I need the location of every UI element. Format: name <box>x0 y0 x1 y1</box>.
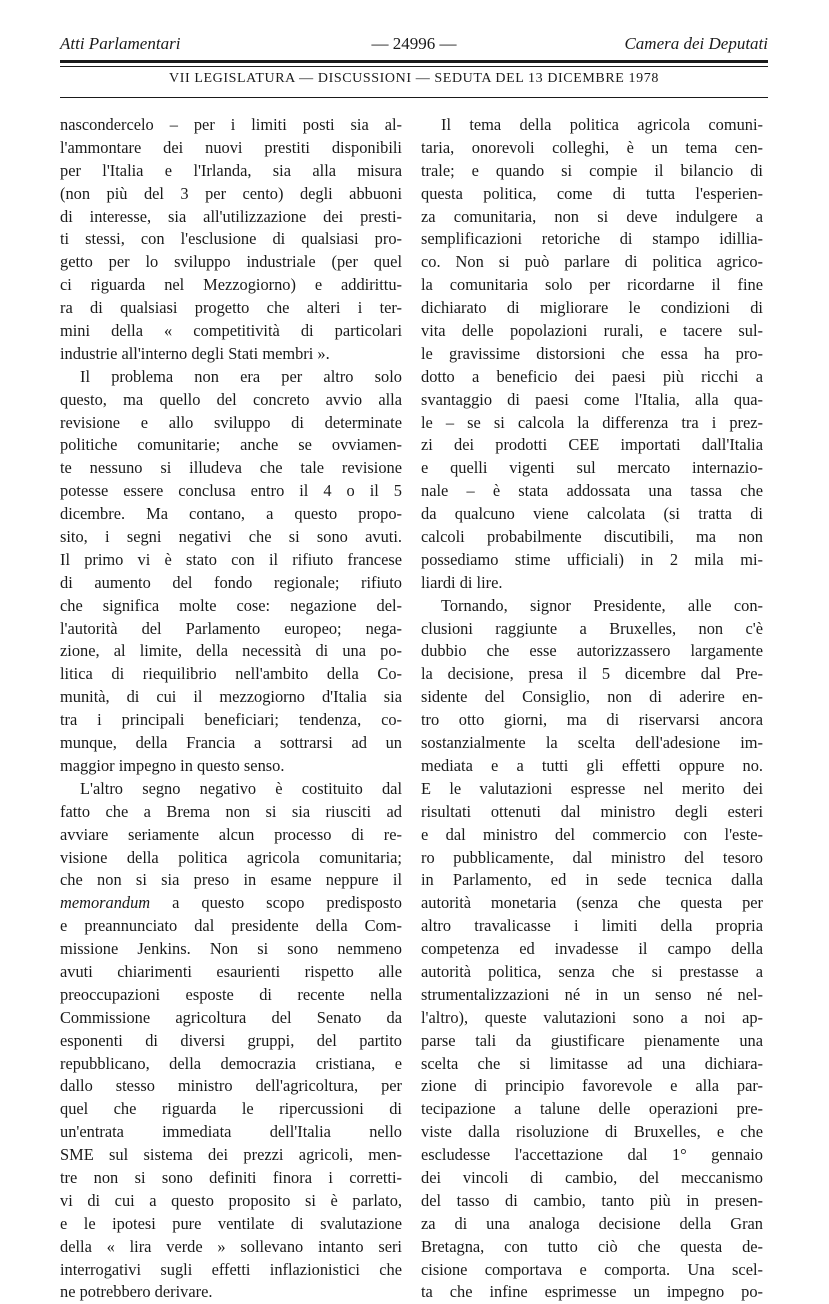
text-line: l'autorità del Parlamento europeo; nega- <box>60 618 402 638</box>
text-line: scelta che si limitasse ad una dichiara- <box>421 1053 763 1073</box>
text-line: nascondercelo – per i limiti posti sia al- <box>60 115 402 134</box>
text-line: munità, di cui il mezzogiorno d'Italia sia <box>60 687 402 707</box>
text-line: interrogativi sugli effetti inflazionistici che <box>60 1259 402 1279</box>
text-line: che significa molte cose: negazione del- <box>60 595 402 615</box>
text-line: svantaggio di paesi come l'Italia, alla qua- <box>421 389 763 409</box>
session-subtitle: VII LEGISLATURA — DISCUSSIONI — SEDUTA DEL 13 DICEMBRE 1978 <box>169 71 659 86</box>
text-line: calcoli probabilmente discutibili, ma non <box>421 527 763 547</box>
left-column <box>60 114 402 1304</box>
text-line: dallo stesso ministro dell'agricoltura, per <box>60 1076 402 1096</box>
text-line: L'altro segno negativo è costituito dal <box>80 778 402 798</box>
text-line: Il tema della politica agricola comuni- <box>441 115 763 134</box>
text-line: quel che riguarda le ripercussioni di <box>60 1099 402 1119</box>
text-line: getto per lo sviluppo industriale (per quel <box>60 252 402 272</box>
text-line: dei vincoli di cambio, del meccanismo <box>421 1167 763 1187</box>
text-line: tra i principali beneficiari; tendenza, co- <box>60 710 402 730</box>
text-line: E le valutazioni espresse nel merito dei <box>421 778 763 798</box>
text-line: possediamo stime ufficiali) in 2 mila mi- <box>421 549 763 569</box>
text-line: risultati ottenuti dal ministro degli esteri <box>421 801 763 821</box>
text-line: l'altro), queste valutazioni sono a noi ap- <box>421 1007 763 1027</box>
text-line: ta che infine esprimesse un impegno po- <box>421 1282 763 1302</box>
right-column <box>421 114 763 1304</box>
text-line: e le ipotesi pure ventilate di svalutazione <box>60 1213 402 1233</box>
text-line: sostanzialmente la scelta dell'adesione im- <box>421 733 763 753</box>
text-line: autorità monetaria (senza che questa per <box>421 893 763 913</box>
text-line: visione della politica agricola comunitaria; <box>60 847 402 867</box>
text-line: (non più del 3 per cento) degli abbuoni <box>60 183 402 203</box>
text-line: da qualcuno viene calcolata (si tratta di <box>421 504 763 524</box>
text-line: sidente del Consiglio, non di aderire en- <box>421 687 763 707</box>
text-line: repubblicano, della democrazia cristiana, e <box>60 1053 402 1073</box>
text-line-mixed <box>60 892 402 915</box>
text-line: tre non si sono definiti finora i corretti- <box>60 1167 402 1187</box>
text-fragment: a questo scopo predisposto <box>172 893 402 913</box>
text-line: della « lira verde » sollevano intanto seri <box>60 1236 402 1256</box>
text-line: fatto che a Brema non si sia riusciti ad <box>60 801 402 821</box>
text-line: semplificazioni retoriche di stampo idillia- <box>421 229 763 249</box>
text-line: Bretagna, con tutto ciò che questa de- <box>421 1236 763 1256</box>
text-line: za di una analoga decisione della Gran <box>421 1213 763 1233</box>
text-line: politiche comunitarie; anche se ovviamen- <box>60 435 402 455</box>
text-line: strumentalizzazioni né in un senso né nel- <box>421 984 763 1004</box>
text-line: nale – è stata addossata una tassa che <box>421 481 763 501</box>
text-line: di interesse, sia all'utilizzazione dei presti- <box>60 206 402 226</box>
text-line: altro travalicasse i limiti della propria <box>421 916 763 936</box>
text-line: vita delle popolazioni rurali, e tacere sul- <box>421 321 763 341</box>
text-line: munque, della Francia a sottrarsi ad un <box>60 733 402 753</box>
text-line: dotto a beneficio dei paesi più ricchi a <box>421 366 763 386</box>
text-line: avuti chiarimenti esaurienti rispetto alle <box>60 961 402 981</box>
text-line: revisione e allo sviluppo di determinate <box>60 412 402 432</box>
text-line: ro pubblicamente, dal ministro del tesoro <box>421 847 763 867</box>
text-line: esponenti di diversi gruppi, del partito <box>60 1030 402 1050</box>
text-line: di aumento del fondo regionale; rifiuto <box>60 572 402 592</box>
text-line: per l'Italia e l'Irlanda, sia alla misura <box>60 160 402 180</box>
text-line: e quelli vigenti sul mercato internazio- <box>421 458 763 478</box>
text-line: potesse essere conclusa entro il 4 o il 5 <box>60 481 402 501</box>
running-header <box>60 34 768 60</box>
header-rule-thick <box>60 60 768 63</box>
text-line: questo, ma quello del concreto avvio alla <box>60 389 402 409</box>
text-line: zione, al limite, della necessità di una po- <box>60 641 402 661</box>
text-line: tecipazione a talune delle operazioni pre- <box>421 1099 763 1119</box>
text-line: la comunitaria solo per ricordarne il fine <box>421 275 763 295</box>
subtitle-rule <box>60 97 768 98</box>
text-line: le – se si calcola la differenza tra i prez- <box>421 412 763 432</box>
text-line: mini della « competitività di particolari <box>60 321 402 341</box>
text-line: sito, i segni negativi che si sono avuti. <box>60 527 402 547</box>
text-line: ti stessi, con l'esclusione di qualsiasi pro- <box>60 229 402 249</box>
text-line: missione Jenkins. Non si sono nemmeno <box>60 939 402 959</box>
text-line: maggior impegno in questo senso. <box>60 755 285 775</box>
text-line: la decisione, presa il 5 dicembre dal Pre- <box>421 664 763 684</box>
text-line: industrie all'interno degli Stati membri ». <box>60 343 330 363</box>
text-line: dichiarato di migliorare le condizioni di <box>421 298 763 318</box>
text-line: preoccupazioni esposte di recente nella <box>60 984 402 1004</box>
text-line: litica di riequilibrio nell'ambito della Co- <box>60 664 402 684</box>
memorandum-italic: memorandum <box>60 893 151 913</box>
text-line: in Parlamento, ed in sede tecnica dalla <box>421 870 763 890</box>
text-line: competenza ed invadesse il campo della <box>421 939 763 959</box>
text-line: l'ammontare dei nuovi prestiti disponibili <box>60 137 402 157</box>
text-line: ci riguarda nel Mezzogiorno) e addirittu- <box>60 275 402 295</box>
text-line: del tasso di cambio, tanto più in presen- <box>421 1190 763 1210</box>
text-line: che non si sia preso in esame neppure il <box>60 870 402 890</box>
text-line: tro otto giorni, ma di riservarsi ancora <box>421 710 763 730</box>
text-line: trale; e quando si compie il bilancio di <box>421 160 763 180</box>
text-line: cisione comportava e comporta. Una scel- <box>421 1259 763 1279</box>
text-line: taria, onorevoli colleghi, è un tema cen- <box>421 137 763 157</box>
text-line: ra di qualsiasi progetto che alteri i ter- <box>60 298 402 318</box>
text-line: zione di principio favorevole e alla par- <box>421 1076 763 1096</box>
text-line: questa politica, come di tutta l'esperien- <box>421 183 763 203</box>
page-number: — 24996 — <box>371 34 457 53</box>
text-line: Il primo vi è stato con il rifiuto francese <box>60 549 402 569</box>
text-line: e preannunciato dal presidente della Com- <box>60 916 402 936</box>
text-line: liardi di lire. <box>421 572 503 592</box>
header-rule-thin <box>60 66 768 67</box>
text-line: clusioni raggiunte a Bruxelles, non c'è <box>421 618 763 638</box>
text-line: Tornando, signor Presidente, alle con- <box>441 595 763 615</box>
text-line: vi di cui a questo proposito si è parlato, <box>60 1190 402 1210</box>
text-line: Il problema non era per altro solo <box>80 366 402 386</box>
chamber-name: Camera dei Deputati <box>624 34 768 53</box>
text-line: Commissione agricoltura del Senato da <box>60 1007 402 1027</box>
text-line: parse tali da giustificare pienamente una <box>421 1030 763 1050</box>
text-line: mediata e a tutti gli effetti oppure no. <box>421 755 763 775</box>
text-line: un'entrata immediata dell'Italia nello <box>60 1122 402 1142</box>
text-line: co. Non si può parlare di politica agrico- <box>421 252 763 272</box>
text-line: te nessuno si illudeva che tale revisione <box>60 458 402 478</box>
text-line: escludesse l'accettazione dal 1° gennaio <box>421 1145 763 1165</box>
text-line: le gravissime distorsioni che essa ha pro- <box>421 343 763 363</box>
text-line: dubbio che esse autorizzassero largamente <box>421 641 763 661</box>
text-line: zi dei prodotti CEE importati dall'Italia <box>421 435 763 455</box>
text-line: SME sul sistema dei prezzi agricoli, men- <box>60 1145 402 1165</box>
text-line: dicembre. Ma contano, a questo propo- <box>60 504 402 524</box>
text-line: ne potrebbero derivare. <box>60 1282 213 1302</box>
text-line: viste dalla risoluzione di Bruxelles, e che <box>421 1122 763 1142</box>
publication-title: Atti Parlamentari <box>60 34 181 53</box>
text-line: autorità politica, senza che si prestasse a <box>421 961 763 981</box>
text-line: za comunitaria, non si deve indulgere a <box>421 206 763 226</box>
text-line: avviare seriamente alcun processo di re- <box>60 824 402 844</box>
text-line: e dal ministro del commercio con l'este- <box>421 824 763 844</box>
